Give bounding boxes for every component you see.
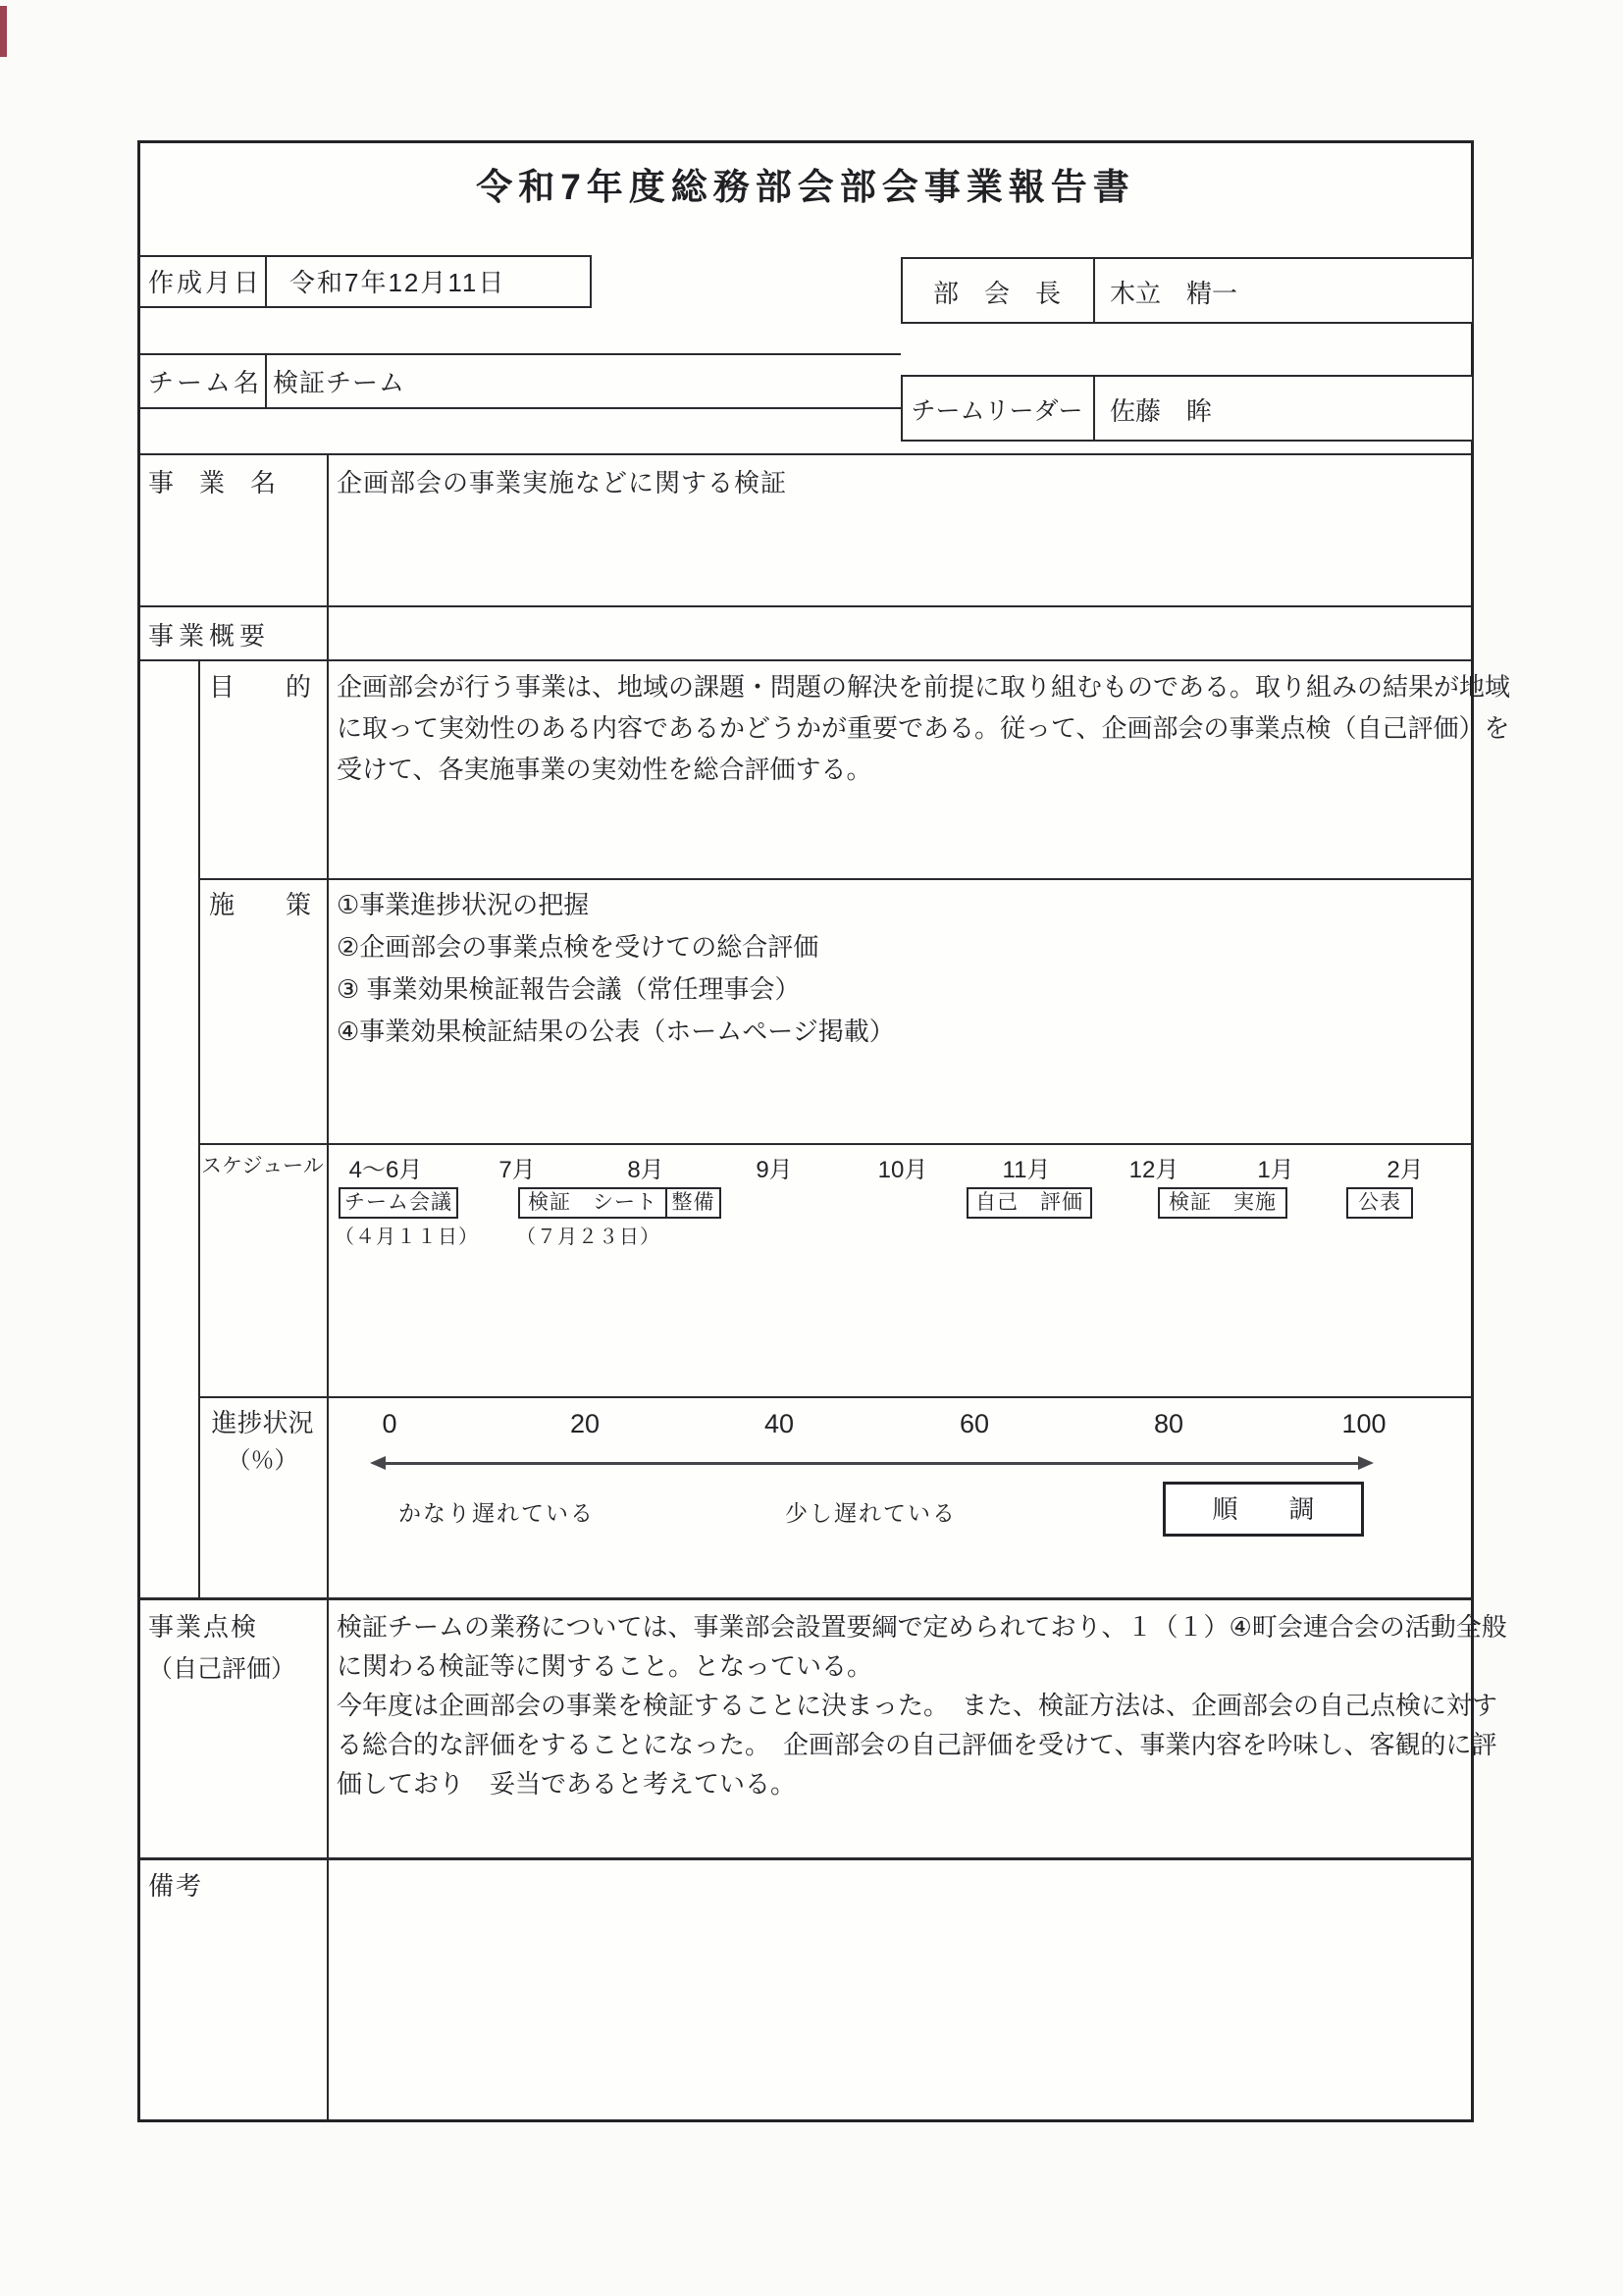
- grid-line-h: [140, 453, 1471, 455]
- chief-name: 木立 精一: [1110, 279, 1238, 308]
- schedule-month: 1月: [1257, 1157, 1294, 1183]
- grid-line-h: [140, 353, 901, 355]
- scan-artifact-mark: [0, 6, 7, 57]
- grid-line-v: [1093, 257, 1095, 324]
- inspection-label: 事業点検: [148, 1612, 259, 1642]
- progress-zone-slightly-behind: 少し遅れている: [785, 1500, 957, 1526]
- progress-on-track-box: 順 調: [1163, 1482, 1364, 1537]
- grid-line-v: [1093, 375, 1095, 442]
- schedule-month: 11月: [1002, 1157, 1051, 1183]
- measures-label: 施 策: [209, 890, 312, 919]
- inspection-text-line: に関わる検証等に関すること。となっている。: [337, 1651, 873, 1681]
- progress-tick: 0: [382, 1409, 397, 1438]
- schedule-event-preparation: 整備: [665, 1187, 721, 1219]
- report-form-table: [137, 140, 1511, 2122]
- grid-line-h: [198, 1143, 1471, 1145]
- progress-tick: 40: [763, 1409, 795, 1438]
- inspection-sublabel: （自己評価）: [148, 1655, 296, 1683]
- purpose-text-line: に取って実効性のある内容であるかどうかが重要である。従って、企画部会の事業点検（自己評価）を: [337, 713, 1510, 743]
- inspection-text-line: 価しており 妥当であると考えている。: [337, 1769, 797, 1799]
- schedule-event-team-meeting: チーム会議: [339, 1187, 458, 1219]
- team-leader-label: チームリーダー: [911, 397, 1083, 425]
- remarks-label: 備考: [148, 1871, 204, 1901]
- grid-line-v: [327, 453, 329, 2119]
- grid-line-h: [140, 407, 901, 409]
- grid-line-h: [140, 1857, 1471, 1860]
- progress-tick: 80: [1153, 1409, 1184, 1438]
- progress-tick: 100: [1341, 1409, 1387, 1438]
- team-name-label: チーム名: [148, 368, 263, 397]
- inspection-text-line: る総合的な評価をすることになった。 企画部会の自己評価を受けて、事業内容を吟味し、客観的に評: [337, 1730, 1497, 1759]
- project-name-label: 事 業 名: [148, 468, 277, 497]
- schedule-event-publication: 公表: [1346, 1187, 1413, 1219]
- schedule-month: 4～6月: [348, 1157, 423, 1183]
- measure-item: ③ 事業効果検証報告会議（常任理事会）: [337, 974, 801, 1004]
- purpose-text-line: 受けて、各実施事業の実効性を総合評価する。: [337, 755, 872, 784]
- purpose-text-line: 企画部会が行う事業は、地域の課題・問題の解決を前提に取り組むものである。取り組みの結果が地域: [337, 672, 1511, 702]
- progress-label: 進捗状況: [211, 1408, 314, 1437]
- purpose-label: 目 的: [209, 672, 312, 702]
- created-date-label: 作成月日: [148, 268, 263, 297]
- measure-item: ④事業効果検証結果の公表（ホームページ掲載）: [337, 1017, 895, 1046]
- schedule-month: 7月: [498, 1157, 536, 1183]
- grid-line-h: [140, 1597, 1471, 1600]
- grid-line-v: [265, 353, 267, 409]
- schedule-event-verification-sheet: 検証 シート: [518, 1187, 667, 1219]
- schedule-event-date: （７月２３日）: [516, 1226, 660, 1248]
- progress-unit: （％）: [227, 1447, 298, 1474]
- measure-item: ②企画部会の事業点検を受けての総合評価: [337, 932, 819, 962]
- page-title: 令和7年度総務部会部会事業報告書: [476, 167, 1135, 207]
- created-date-value: 令和7年12月11日: [289, 268, 506, 297]
- grid-line-h: [140, 306, 590, 308]
- measure-item: ①事業進捗状況の把握: [337, 890, 590, 919]
- schedule-month: 12月: [1128, 1157, 1179, 1183]
- progress-tick: 60: [959, 1409, 990, 1438]
- project-overview-label: 事業概要: [148, 621, 271, 651]
- grid-line-h: [140, 659, 1471, 661]
- team-name-value: 検証チーム: [273, 368, 406, 397]
- chief-label: 部 会 長: [932, 279, 1061, 308]
- team-leader-name: 佐藤 眸: [1110, 396, 1213, 426]
- progress-tick: 20: [569, 1409, 601, 1438]
- schedule-month: 2月: [1387, 1157, 1424, 1183]
- inspection-text-line: 検証チームの業務については、事業部会設置要綱で定められており、１（１）④町会連合会の活動全般: [337, 1612, 1507, 1642]
- grid-line-h: [198, 1396, 1471, 1398]
- schedule-event-self-evaluation: 自己 評価: [967, 1187, 1092, 1219]
- progress-scale-arrow: [385, 1462, 1359, 1465]
- schedule-event-date: （４月１１日）: [335, 1226, 479, 1248]
- project-name-value: 企画部会の事業実施などに関する検証: [337, 468, 788, 497]
- grid-line-v: [265, 255, 267, 308]
- grid-line-h: [140, 605, 1471, 607]
- inspection-text-line: 今年度は企画部会の事業を検証することに決まった。 また、検証方法は、企画部会の自己点検に対す: [337, 1691, 1498, 1720]
- schedule-month: 10月: [877, 1157, 928, 1183]
- grid-line-v: [590, 255, 592, 308]
- schedule-event-verification: 検証 実施: [1158, 1187, 1287, 1219]
- schedule-label: スケジュール: [201, 1155, 324, 1177]
- grid-line-h: [140, 255, 590, 257]
- schedule-month: 9月: [756, 1157, 793, 1183]
- grid-line-h: [198, 878, 1471, 880]
- progress-zone-far-behind: かなり遅れている: [398, 1500, 595, 1526]
- schedule-month: 8月: [627, 1157, 664, 1183]
